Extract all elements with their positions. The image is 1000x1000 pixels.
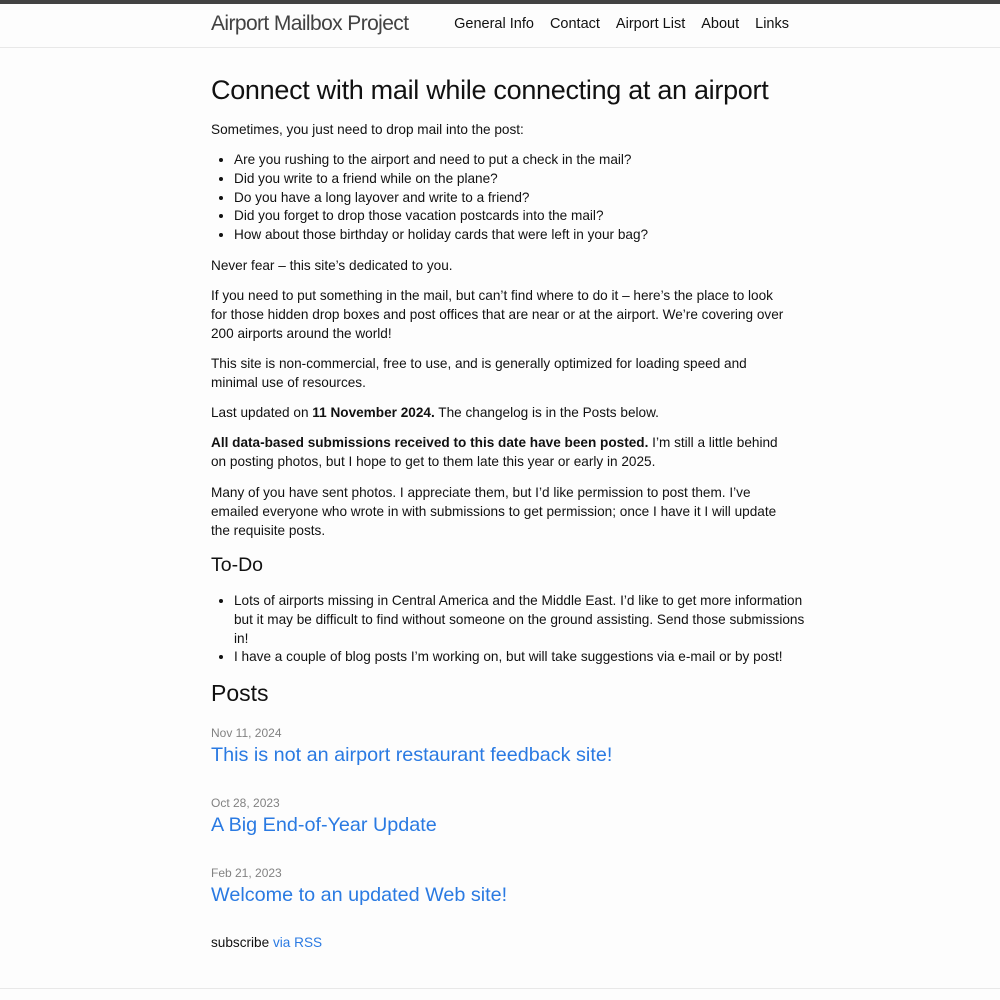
post-title-link[interactable]: This is not an airport restaurant feedback site! (211, 744, 613, 766)
post-date: Feb 21, 2023 (211, 866, 282, 880)
post-date: Nov 11, 2024 (211, 726, 282, 740)
footer-divider (0, 988, 1000, 989)
last-updated-date: 11 November 2024. (312, 405, 435, 420)
non-commercial-text: This site is non-commercial, free to use, and is generally optimized for loading speed and minimal use of resources. (211, 356, 747, 390)
post-title-link[interactable]: Welcome to an updated Web site! (211, 884, 508, 906)
last-updated-text (211, 404, 791, 423)
list-item: • Lots of airports missing in Central America and the Middle East. I’d like to get more information but it may be difficult to find without someone on the ground assisting. Send those submissions in! (234, 592, 814, 648)
list-item: • Did you forget to drop those vacation postcards into the mail? (234, 207, 814, 226)
never-fear-text: Never fear – this site’s dedicated to you. (211, 258, 453, 273)
post-item (211, 865, 791, 909)
list-item: • I have a couple of blog posts I’m working on, but will take suggestions via e-mail or by post! (234, 648, 814, 667)
questions-list (211, 151, 814, 245)
posts-heading: Posts (211, 680, 269, 706)
nav-general-info[interactable]: General Info (454, 16, 534, 32)
intro-lead: Sometimes, you just need to drop mail into the post: (211, 122, 524, 137)
site-header (0, 4, 1000, 48)
post-item (211, 795, 791, 839)
last-updated-prefix: Last updated on (211, 405, 313, 420)
todo-list (211, 592, 814, 667)
list-item: • Did you write to a friend while on the plane? (234, 170, 814, 189)
todo-heading: To-Do (211, 554, 264, 576)
nav-links[interactable]: Links (755, 16, 789, 32)
photos-text: Many of you have sent photos. I appreciate them, but I’d like permission to post them. I’ve emailed everyone who wrote in with submissions to get permission; once I have it I will update the requisite posts. (211, 485, 777, 538)
submissions-rest: I’m still a little behind on posting photos, but I hope to get to them late this year or early in 2025. (211, 435, 778, 469)
site-nav (454, 16, 789, 32)
post-item (211, 725, 791, 769)
nav-airport-list[interactable]: Airport List (615, 16, 686, 32)
post-title-link[interactable]: A Big End-of-Year Update (211, 814, 437, 836)
page-title: Connect with mail while connecting at an airport (211, 75, 769, 105)
post-date: Oct 28, 2023 (211, 796, 280, 810)
nav-about[interactable]: About (701, 16, 740, 32)
submissions-text (211, 434, 791, 472)
submissions-bold: All data-based submissions received to this date have been posted. (211, 435, 649, 450)
last-updated-suffix: The changelog is in the Posts below. (434, 405, 659, 420)
list-item: • Do you have a long layover and write to a friend? (234, 189, 814, 208)
list-item: • How about those birthday or holiday cards that were left in your bag? (234, 226, 814, 245)
rss-link[interactable]: via RSS (272, 935, 323, 950)
site-title-link[interactable]: Airport Mailbox Project (211, 12, 409, 35)
list-item: • Are you rushing to the airport and need to put a check in the mail? (234, 151, 814, 170)
find-where-text: If you need to put something in the mail, but can’t find where to do it – here’s the place to look for those hidden drop boxes and post offices that are near or at the airport. We’re covering over 200 airports around the world! (211, 288, 784, 341)
subscribe-text (211, 934, 791, 953)
subscribe-label: subscribe (211, 935, 273, 950)
nav-contact[interactable]: Contact (549, 16, 600, 32)
